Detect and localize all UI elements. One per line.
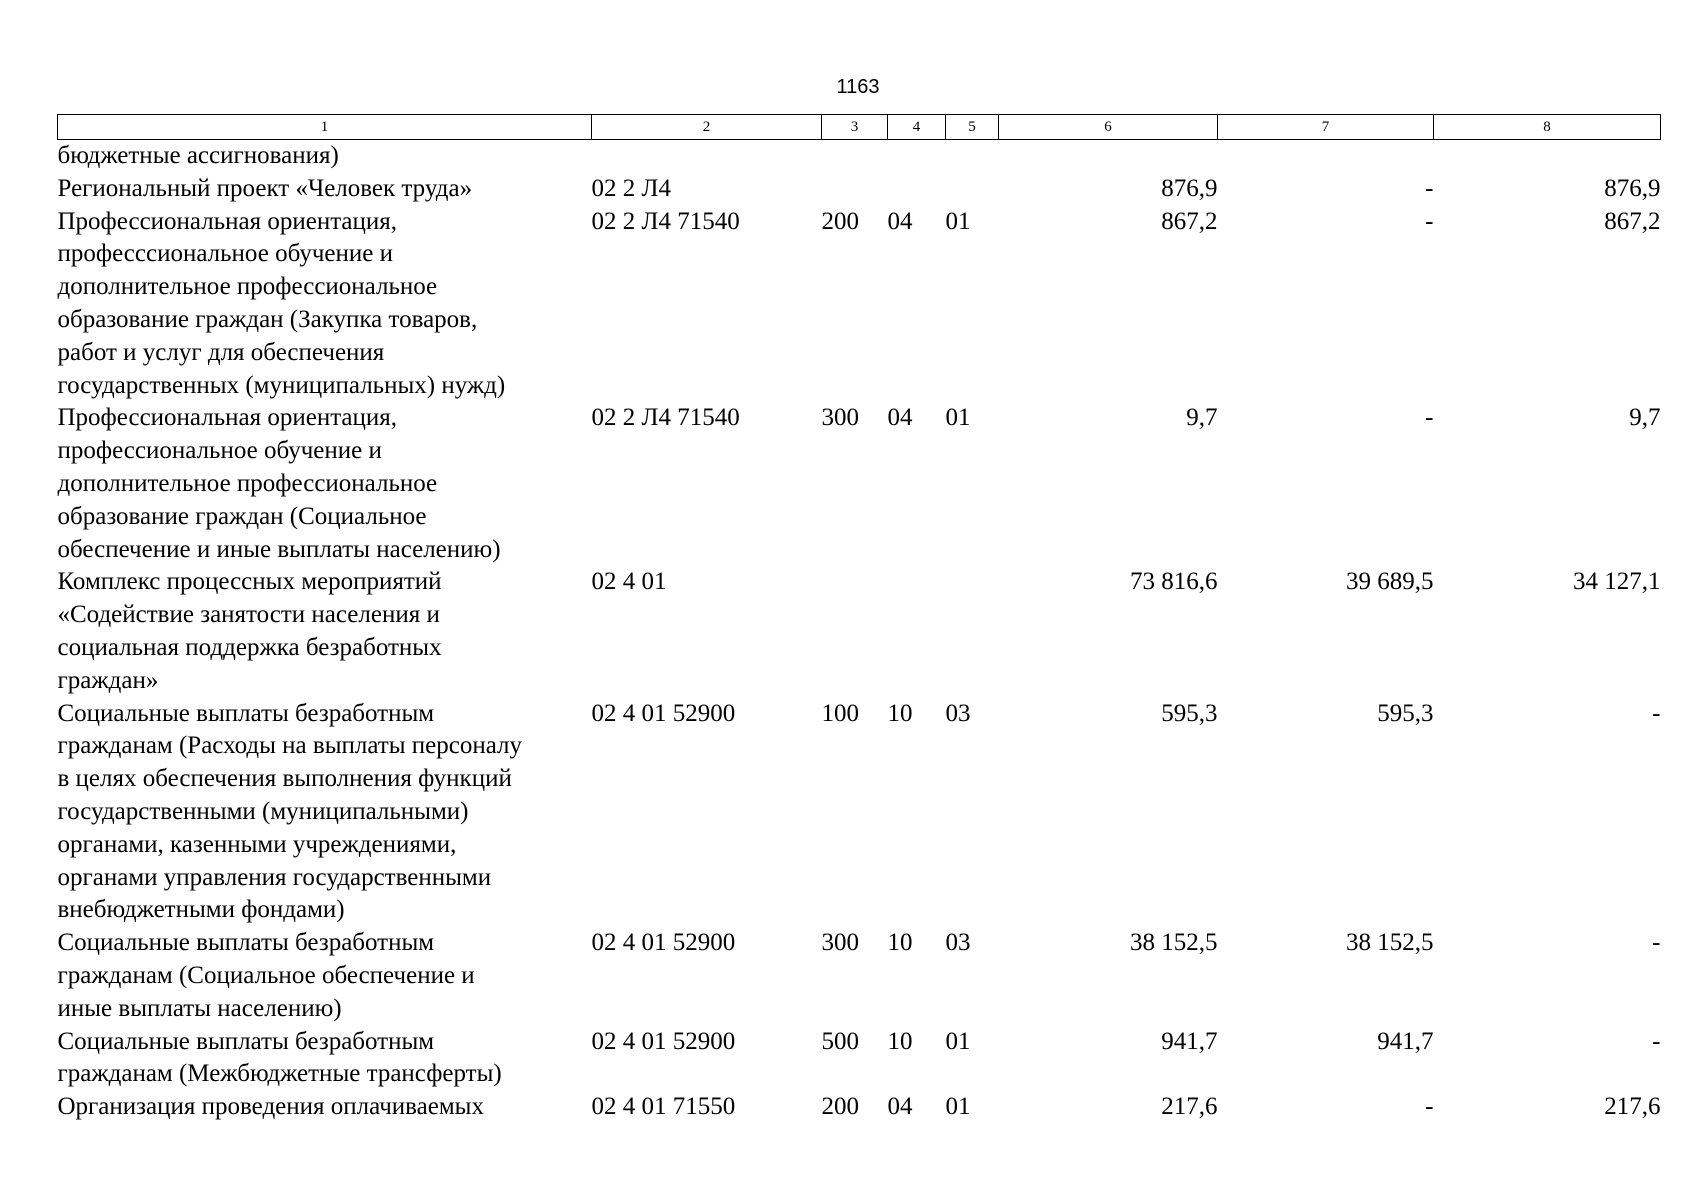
table-row [58, 927, 1661, 1025]
header-col-7: 7 [1218, 115, 1434, 140]
table-row [58, 566, 1661, 697]
table-row [58, 1091, 1661, 1124]
cell-target-code: 02 2 Л4 71540 [591, 404, 740, 432]
cell-expense-type: 100 [821, 699, 859, 727]
cell-description: Профессиональная ориентация, професссиональное обучение и дополнительное профессиональное образование граждан (Закупка товаров, работ и услуг для обеспечения государственных (муниципальных) нужд) [57, 207, 506, 399]
cell-expense-type [822, 566, 888, 697]
header-col-8: 8 [1434, 115, 1661, 140]
cell-regional-amount: - [1652, 929, 1661, 957]
cell-section: 10 [887, 929, 913, 957]
cell-federal-amount: 38 152,5 [1346, 929, 1434, 957]
header-col-6: 6 [999, 115, 1218, 140]
cell-subsection: 01 [945, 404, 971, 432]
cell-subsection: 03 [945, 929, 971, 957]
cell-total-amount: 73 816,6 [1130, 568, 1218, 596]
cell-regional-amount: 9,7 [1629, 404, 1661, 432]
cell-regional-amount [1434, 140, 1661, 173]
cell-total-amount [999, 140, 1218, 173]
cell-regional-amount: 34 127,1 [1573, 568, 1661, 596]
header-row [58, 115, 1661, 140]
cell-expense-type: 300 [821, 404, 859, 432]
cell-federal-amount: 941,7 [1377, 1027, 1434, 1055]
cell-expense-type: 200 [821, 207, 859, 235]
cell-federal-amount: - [1425, 1093, 1434, 1121]
cell-section: 04 [887, 207, 913, 235]
cell-target-code: 02 2 Л4 [591, 174, 671, 202]
cell-regional-amount: 876,9 [1604, 174, 1661, 202]
cell-expense-type: 500 [821, 1027, 859, 1055]
page-number: 1163 [836, 76, 880, 98]
cell-target-code: 02 4 01 [591, 568, 667, 596]
cell-federal-amount [1218, 140, 1434, 173]
cell-target-code: 02 4 01 52900 [591, 699, 736, 727]
cell-section [888, 140, 946, 173]
cell-description: Организация проведения оплачиваемых [57, 1093, 484, 1121]
table-row [58, 698, 1661, 928]
table-body [58, 140, 1661, 1124]
cell-expense-type: 300 [821, 929, 859, 957]
budget-table [57, 114, 1661, 1124]
cell-section [888, 173, 946, 206]
cell-subsection [946, 173, 999, 206]
header-col-1: 1 [58, 115, 592, 140]
table-header [58, 115, 1661, 140]
cell-federal-amount: - [1425, 174, 1434, 202]
cell-federal-amount: 595,3 [1377, 699, 1434, 727]
cell-section: 10 [887, 699, 913, 727]
table-row [58, 140, 1661, 173]
table-row [58, 206, 1661, 403]
table-row [58, 1026, 1661, 1092]
cell-regional-amount: - [1652, 1027, 1661, 1055]
header-col-2: 2 [592, 115, 822, 140]
cell-target-code: 02 4 01 52900 [591, 1027, 736, 1055]
cell-expense-type: 200 [821, 1093, 859, 1121]
cell-target-code: 02 2 Л4 71540 [591, 207, 740, 235]
table-row [58, 402, 1661, 566]
cell-regional-amount: - [1652, 699, 1661, 727]
header-col-4: 4 [888, 115, 946, 140]
cell-subsection [946, 566, 999, 697]
header-col-3: 3 [822, 115, 888, 140]
cell-total-amount: 941,7 [1161, 1027, 1218, 1055]
cell-federal-amount: - [1425, 207, 1434, 235]
cell-expense-type [822, 173, 888, 206]
cell-section: 10 [887, 1027, 913, 1055]
cell-description: Социальные выплаты безработным гражданам (Расходы на выплаты персоналу в целях обеспечения выполнения функций государственными (муниципальными) органами, казенными учреждениями, органами управления государственными внебюджетными фондами) [57, 699, 523, 924]
cell-subsection: 03 [945, 699, 971, 727]
cell-total-amount: 867,2 [1161, 207, 1218, 235]
cell-description: бюджетные ассигнования) [57, 142, 339, 169]
cell-section [888, 566, 946, 697]
cell-description: Социальные выплаты безработным гражданам (Социальное обеспечение и иные выплаты населению) [57, 929, 475, 1022]
cell-target-code: 02 4 01 52900 [591, 929, 736, 957]
cell-federal-amount: - [1425, 404, 1434, 432]
cell-regional-amount: 217,6 [1604, 1093, 1661, 1121]
cell-section: 04 [887, 1093, 913, 1121]
cell-total-amount: 876,9 [1161, 174, 1218, 202]
cell-target-code: 02 4 01 71550 [591, 1093, 736, 1121]
cell-total-amount: 595,3 [1161, 699, 1218, 727]
cell-total-amount: 38 152,5 [1130, 929, 1218, 957]
cell-description: Профессиональная ориентация, профессиональное обучение и дополнительное профессиональное образование граждан (Социальное обеспечение и иные выплаты населению) [57, 404, 501, 563]
cell-description: Социальные выплаты безработным гражданам (Межбюджетные трансферты) [57, 1027, 502, 1088]
cell-subsection: 01 [945, 1093, 971, 1121]
cell-expense-type [822, 140, 888, 173]
cell-subsection [946, 140, 999, 173]
header-col-5: 5 [946, 115, 999, 140]
cell-federal-amount: 39 689,5 [1346, 568, 1434, 596]
cell-total-amount: 217,6 [1161, 1093, 1218, 1121]
cell-total-amount: 9,7 [1186, 404, 1218, 432]
cell-section: 04 [887, 404, 913, 432]
cell-description: Региональный проект «Человек труда» [57, 174, 473, 202]
cell-subsection: 01 [945, 207, 971, 235]
table-row [58, 173, 1661, 206]
cell-regional-amount: 867,2 [1604, 207, 1661, 235]
cell-description: Комплекс процессных мероприятий «Содействие занятости населения и социальная поддержка безработных граждан» [57, 568, 442, 694]
cell-target-code [592, 140, 822, 173]
cell-subsection: 01 [945, 1027, 971, 1055]
